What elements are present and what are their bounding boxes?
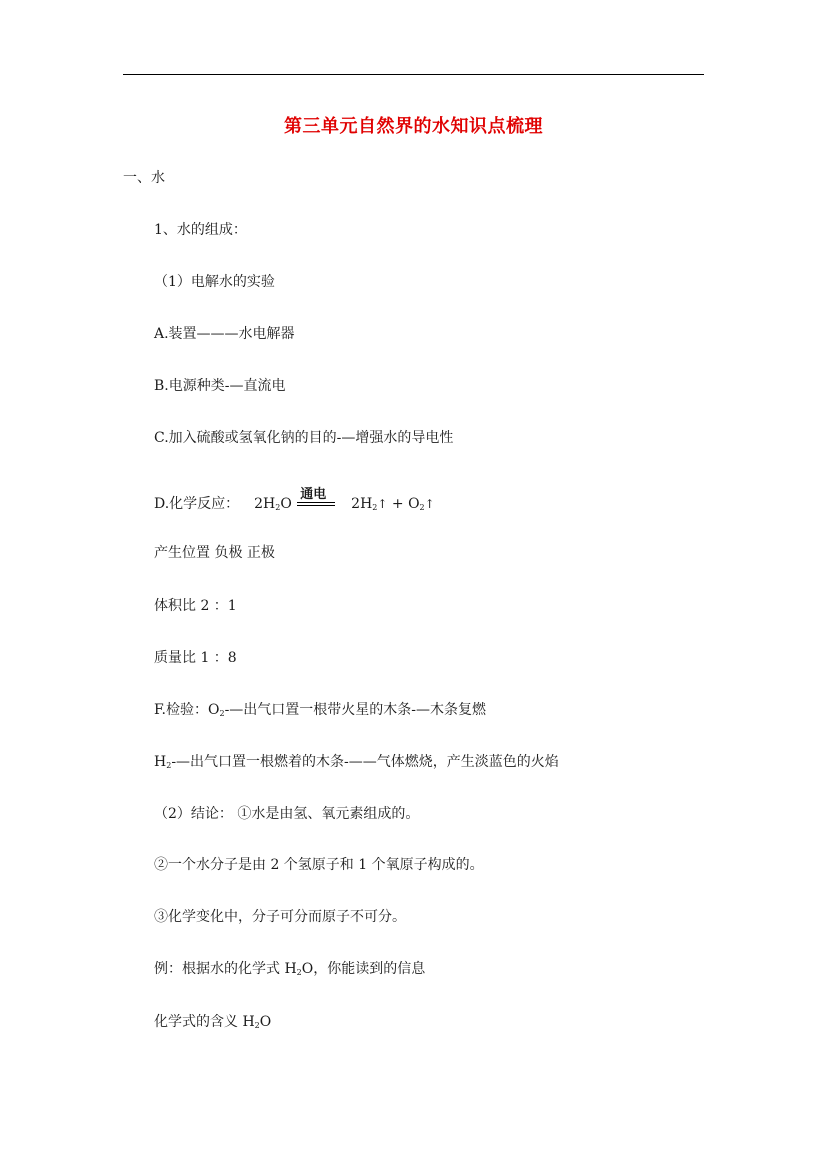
chemical-equation [154, 487, 435, 518]
line-example: 例：根据水的化学式 $H_2O$，你能读到的信息 [154, 961, 426, 977]
line-volume-ratio: 体积比 2 ：1 [154, 598, 237, 614]
header-rule [123, 74, 704, 75]
section-heading: 一、水 [123, 170, 165, 186]
reactant-formula: $2H_2O$ [254, 496, 292, 512]
equals-bar-bottom [297, 505, 335, 506]
equals-bar-top [297, 502, 335, 503]
reaction-condition-arrow [297, 487, 335, 514]
line-mass-ratio: 质量比 1 ：8 [154, 650, 237, 666]
line-test-o2: F.检验：$O_2-—$出气口置一根带火星的木条-—木条复燃 [154, 702, 487, 718]
equation-prefix: D.化学反应： [154, 496, 240, 512]
page-title: 第三单元自然界的水知识点梳理 [284, 116, 543, 137]
experiment-heading: （1）电解水的实验 [154, 274, 275, 290]
line-apparatus: A.装置———水电解器 [154, 326, 295, 342]
gas-up-arrow-icon: ↑ [424, 497, 435, 511]
reaction-condition: 通电 [300, 487, 327, 502]
line-formula-meaning: 化学式的含义 $H_2O$ [154, 1014, 272, 1030]
line-power-source: B.电源种类-—直流电 [154, 378, 286, 394]
line-conclusion-3: ③化学变化中，分子可分而原子不可分。 [154, 909, 406, 925]
line-position: 产生位置 负极 正极 [154, 545, 275, 561]
line-additive-purpose: C.加入硫酸或氢氧化钠的目的-—增强水的导电性 [154, 430, 454, 446]
subsection-heading: 1、水的组成： [154, 222, 247, 238]
line-conclusion-2: ②一个水分子是由 2 个氢原子和 1 个氧原子构成的。 [154, 857, 484, 873]
product-formula-h2: $2H_2↑$ [351, 496, 388, 512]
gas-up-arrow-icon: ↑ [377, 497, 388, 511]
line-conclusion-1: （2）结论： ①水是由氢、氧元素组成的。 [154, 806, 420, 822]
product-formula-o2: + $O_2↑$ [387, 496, 435, 512]
line-test-h2: $H_2-—$出气口置一根燃着的木条-——气体燃烧，产生淡蓝色的火焰 [154, 754, 559, 770]
